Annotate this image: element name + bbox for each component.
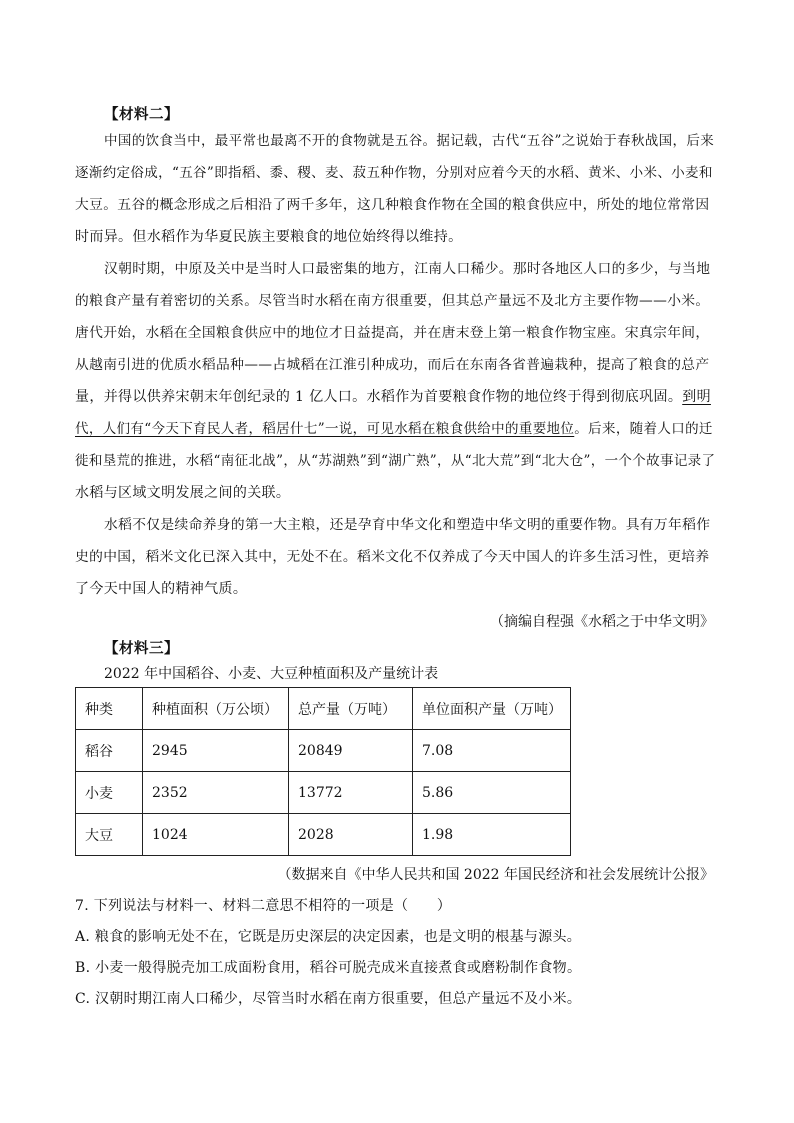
table-cell: 2945 — [143, 730, 289, 772]
material-3-heading: 【材料三】 — [104, 640, 179, 657]
table-row — [76, 772, 571, 814]
paragraph-line: 时而异。但水稻作为华夏民族主要粮食的地位始终得以维持。 — [75, 229, 463, 245]
paragraph-line — [75, 387, 717, 407]
table-header-cell: 总产量（万吨） — [289, 688, 413, 730]
table-row — [76, 814, 571, 856]
paragraph-line: 的粮食产量有着密切的关系。尽管当时水稻在南方很重要，但其总产量远不及北方主要作物——小米。 — [75, 293, 710, 309]
paragraph-line: 史的中国，稻米文化已深入其中，无处不在。稻米文化不仅养成了今天中国人的许多生活习性，更培养 — [75, 549, 710, 565]
table-cell: 5.86 — [413, 772, 571, 814]
question-stem: 7. 下列说法与材料一、材料二意思不相符的一项是（ ） — [75, 898, 452, 914]
material-2-source: （摘编自程强《水稻之于中华文明》 — [490, 614, 714, 630]
table-cell: 1.98 — [413, 814, 571, 856]
table-cell: 稻谷 — [76, 730, 143, 772]
underlined-text: 到明 — [682, 389, 711, 405]
table-header-cell: 种植面积（万公顷） — [143, 688, 289, 730]
paragraph-line: 中国的饮食当中，最平常也最离不开的食物就是五谷。据记载，古代“五谷”之说始于春秋战国，后来 — [104, 133, 715, 149]
paragraph-text: 。后来，随着人口的迁 — [574, 421, 713, 437]
table-cell: 13772 — [289, 772, 413, 814]
underlined-text: 代，人们有“今天下育民人者，稻居什七”一说，可见水稻在粮食供给中的重要地位 — [75, 421, 575, 437]
paragraph-line: 从越南引进的优质水稻品种——占城稻在江淮引种成功，而后在东南各省普遍栽种，提高了粮食的总产 — [75, 357, 710, 373]
paragraph-line: 唐代开始，水稻在全国粮食供应中的地位才日益提高，并在唐末登上第一粮食作物宝座。宋真宗年间， — [75, 325, 710, 341]
table-row — [76, 730, 571, 772]
table-cell: 2028 — [289, 814, 413, 856]
table-cell: 大豆 — [76, 814, 143, 856]
paragraph-line: 水稻不仅是续命养身的第一大主粮，还是孕育中华文化和塑造中华文明的重要作物。具有万年稻作 — [104, 517, 711, 533]
table-header-row — [76, 688, 571, 730]
option-b: B. 小麦一般得脱壳加工成面粉食用，稻谷可脱壳成米直接煮食或磨粉制作食物。 — [75, 960, 582, 976]
table-cell: 20849 — [289, 730, 413, 772]
table-cell: 小麦 — [76, 772, 143, 814]
table-header-cell: 单位面积产量（万吨） — [413, 688, 571, 730]
paragraph-line: 汉朝时期，中原及关中是当时人口最密集的地方，江南人口稀少。那时各地区人口的多少，与当地 — [104, 261, 711, 277]
paragraph-line: 了今天中国人的精神气质。 — [75, 581, 248, 597]
paragraph-line: 水稻与区域文明发展之间的关联。 — [75, 485, 291, 501]
paragraph-line: 徙和垦荒的推进，水稻“南征北战”，从“苏湖熟”到“湖广熟”，从“北大荒”到“北大仓”，一个个故事记录了 — [75, 453, 716, 469]
paragraph-line — [75, 419, 717, 439]
table-caption: 2022 年中国稻谷、小麦、大豆种植面积及产量统计表 — [104, 666, 439, 682]
material-2-heading: 【材料二】 — [104, 106, 179, 123]
table-cell: 7.08 — [413, 730, 571, 772]
table-cell: 1024 — [143, 814, 289, 856]
paragraph-line: 逐渐约定俗成，“五谷”即指稻、黍、稷、麦、菽五种作物，分别对应着今天的水稻、黄米、小米、小麦和 — [75, 165, 713, 181]
option-c: C. 汉朝时期江南人口稀少，尽管当时水稻在南方很重要，但总产量远不及小米。 — [75, 991, 582, 1007]
material-3-source: （数据来自《中华人民共和国 2022 年国民经济和社会发展统计公报》 — [277, 867, 714, 883]
paragraph-line: 大豆。五谷的概念形成之后相沿了两千多年，这几种粮食作物在全国的粮食供应中，所处的地位常常因 — [75, 197, 710, 213]
paragraph-text: 量，并得以供养宋朝末年创纪录的 1 亿人口。水稻作为首要粮食作物的地位终于得到彻底巩固。 — [75, 389, 683, 405]
table-cell: 2352 — [143, 772, 289, 814]
option-a: A. 粮食的影响无处不在，它既是历史深层的决定因素，也是文明的根基与源头。 — [75, 929, 582, 945]
table-header-cell: 种类 — [76, 688, 143, 730]
statistics-table — [75, 687, 571, 856]
